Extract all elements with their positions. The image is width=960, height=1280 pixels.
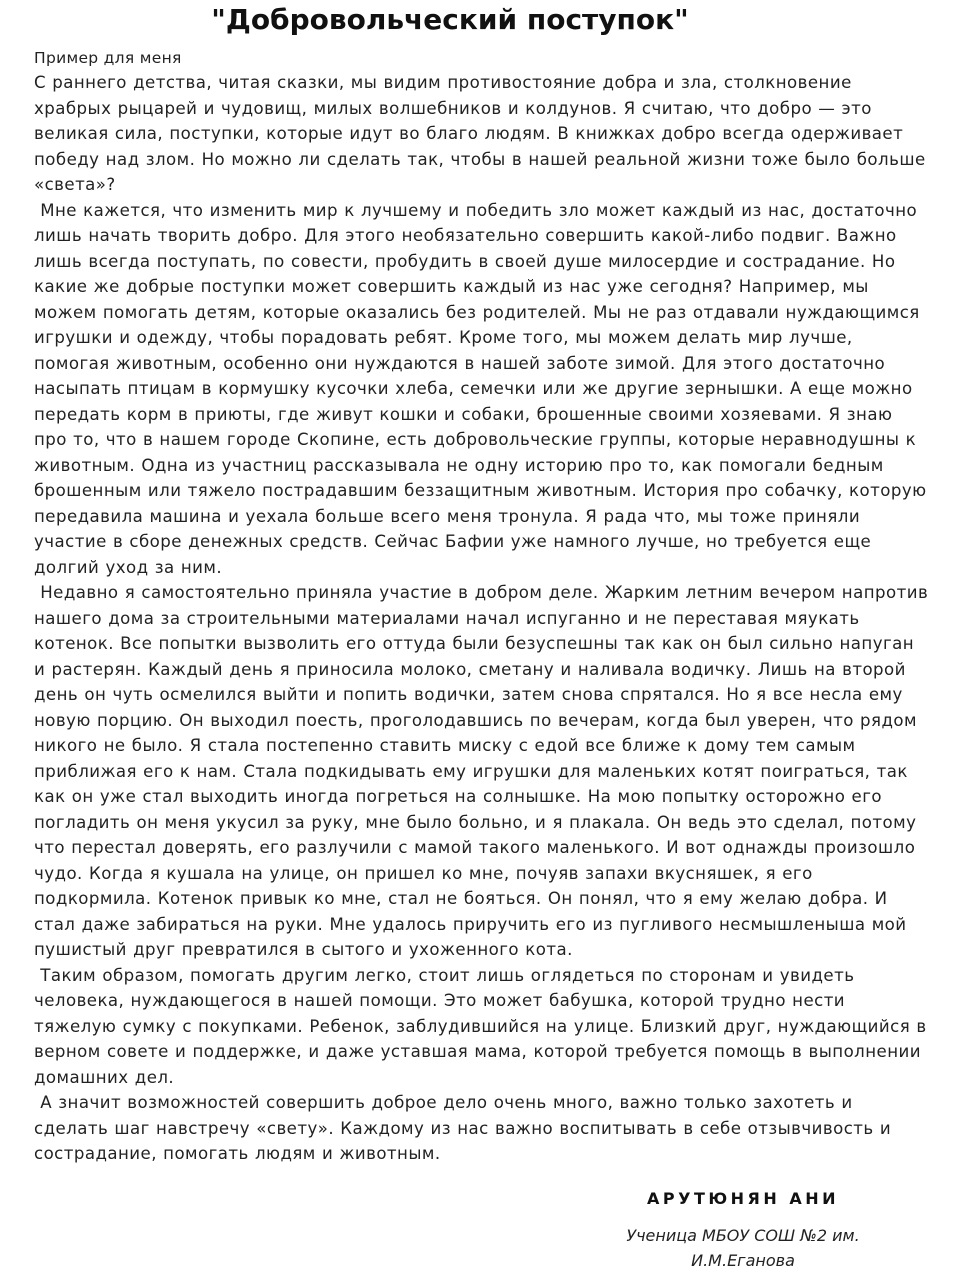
page-title: "Добровольческий поступок": [211, 3, 689, 36]
author-name: АРУТЮНЯН АНИ: [647, 1189, 839, 1208]
essay-paragraph-4: Таким образом, помогать другим легко, стоит лишь оглядеться по сторонам и увидеть человека, нуждающегося в нашей помощи. Это может бабушка, которой трудно нести тяжелую сумку с покупками. Ребенок, заблудившийся на улице. Близкий друг, нуждающийся в верном совете и поддержке, и даже уставшая мама, которой требуется помощь в выполнении домашних дел.: [34, 965, 933, 1087]
essay-paragraph-2: Мне кажется, что изменить мир к лучшему и победить зло может каждый из нас, достаточно лишь начать творить добро. Для этого необязательно совершить какой-либо подвиг. Важно лишь всегда поступать, по совести, пробудить в своей душе милосердие и сострадание. Но какие же добрые поступки может совершить каждый из нас уже сегодня? Например, мы можем помогать детям, которые оказались без родителей. Мы не раз отдавали нуждающимся игрушки и одежду, чтобы порадовать ребят. Кроме того, мы можем делать мир лучше, помогая животным, особенно они нуждаются в нашей заботе зимой. Для этого достаточно насыпать птицам в кормушку кусочки хлеба, семечки или же другие зернышки. А еще можно передать корм в приюты, где живут кошки и собаки, брошенные своими хозяевами. Я знаю про то, что в нашем городе Скопине, есть добровольческие группы, которые неравнодушны к животным. Одна из участниц рассказывала не одну историю про то, как помогали бедным брошенным или тяжело пострадавшим беззащитным животным. История про собачку, которую передавила машина и уехала больше всего меня тронула. Я рада что, мы тоже приняли участие в сборе денежных средств. Сейчас Бафии уже намного лучше, но требуется еще долгий уход за ним.: [34, 200, 933, 577]
essay-paragraph-5: А значит возможностей совершить доброе дело очень много, важно только захотеть и сделать шаг навстречу «свету». Каждому из нас важно воспитывать в себе отзывчивость и сострадание, помогать людям и животным.: [34, 1093, 898, 1163]
author-affiliation: Ученица МБОУ СОШ №2 им. И.М.Еганова: [626, 1226, 860, 1270]
essay-paragraph-3: Недавно я самостоятельно приняла участие в добром деле. Жарким летним вечером напротив нашего дома за строительными материалами начал испуганно и не переставая мяукать котенок. Все попытки вызволить его оттуда были безуспешны так как он был сильно напуган и растерян. Каждый день я приносила молоко, сметану и наливала водичку. Лишь на второй день он чуть осмелился выйти и попить водички, затем снова спрятался. Но я все несла ему новую порцию. Он выходил поесть, проголодавшись по вечерам, когда был уверен, что рядом никого не было. Я стала постепенно ставить миску с едой все ближе к дому тем самым приближая его к нам. Стала подкидывать ему игрушки для маленьких котят поиграться, так как он уже стал выходить иногда погреться на солнышке. На мою попытку осторожно его погладить он меня укусил за руку, мне было больно, и я плакала. Он ведь это сделал, потому что перестал доверять, его разлучили с мамой такого маленького. И вот однажды произошло чудо. Когда я кушала на улице, он пришел ко мне, почуяв запахи вкусняшек, я его подкормила. Котенок привык ко мне, стал не бояться. Он понял, что я ему желаю добра. И стал даже забираться на руки. Мне удалось приручить его из пугливого несмышленыша мой пушистый друг превратился в сытого и ухоженного кота.: [34, 583, 935, 959]
essay-subtitle: Пример для меня: [34, 49, 182, 67]
essay-paragraph-1: С раннего детства, читая сказки, мы видим противостояние добра и зла, столкновение храбрых рыцарей и чудовищ, милых волшебников и колдунов. Я считаю, что добро — это великая сила, поступки, которые идут во благо людям. В книжках добро всегда одерживает победу над злом. Но можно ли сделать так, чтобы в нашей реальной жизни тоже было больше «света»?: [34, 73, 932, 194]
essay-body: [34, 47, 935, 1167]
